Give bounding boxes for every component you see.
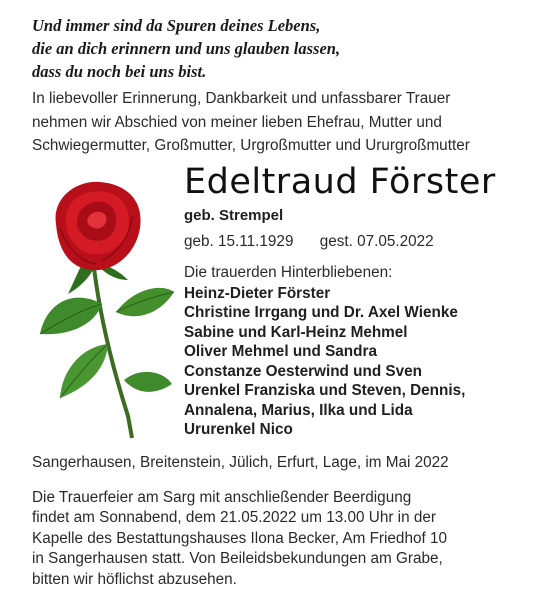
mourner-line: Heinz-Dieter Förster (184, 284, 331, 302)
mourner-line: Oliver Mehmel und Sandra (184, 343, 377, 360)
intro-line: nehmen wir Abschied von meiner lieben Ehefrau, Mutter und (32, 113, 442, 131)
main-block (32, 162, 520, 444)
poem-line: Und immer sind da Spuren deines Lebens, (32, 16, 321, 35)
intro-line: Schwiegermutter, Großmutter, Urgroßmutter und Ururgroßmutter (32, 137, 470, 154)
mourner-line: Constanze Oesterwind und Sven (184, 362, 422, 380)
mourners-label: Die trauerden Hinterbliebenen: (184, 263, 393, 281)
intro-text (32, 87, 520, 158)
service-line: bitten wir höflichst abzusehen. (32, 570, 237, 588)
deceased-info (184, 162, 520, 440)
funeral-service-info (32, 488, 520, 591)
service-line: Die Trauerfeier am Sarg mit anschließender Beerdigung (32, 488, 412, 506)
death-date: gest. 07.05.2022 (319, 232, 434, 250)
service-line: in Sangerhausen statt. Von Beileidsbekundungen am Grabe, (32, 550, 443, 567)
birth-date: geb. 15.11.1929 (184, 232, 294, 250)
service-line: findet am Sonnabend, dem 21.05.2022 um 13.00 Uhr in der (32, 509, 436, 526)
red-rose-icon (32, 176, 182, 442)
place-and-date: Sangerhausen, Breitenstein, Jülich, Erfurt, Lage, im Mai 2022 (32, 453, 449, 471)
life-dates (184, 231, 520, 253)
birth-name: geb. Strempel (184, 206, 284, 224)
intro-line: In liebevoller Erinnerung, Dankbarkeit und unfassbarer Trauer (32, 90, 451, 107)
service-line: Kapelle des Bestattungshauses Ilona Becker, Am Friedhof 10 (32, 529, 447, 547)
mourner-line: Sabine und Karl-Heinz Mehmel (184, 323, 408, 341)
mourner-line: Ururenkel Nico (184, 421, 293, 438)
poem-line: die an dich erinnern und uns glauben lassen, (32, 39, 341, 58)
mourner-line: Annalena, Marius, Ilka und Lida (184, 401, 413, 419)
mourner-line: Christine Irrgang und Dr. Axel Wienke (184, 304, 458, 321)
poem-line: dass du noch bei uns bist. (32, 62, 207, 81)
memorial-poem (32, 14, 520, 83)
mourner-line: Urenkel Franziska und Steven, Dennis, (184, 382, 466, 399)
mourners-list (184, 284, 520, 440)
deceased-name: Edeltraud Förster (184, 161, 496, 202)
